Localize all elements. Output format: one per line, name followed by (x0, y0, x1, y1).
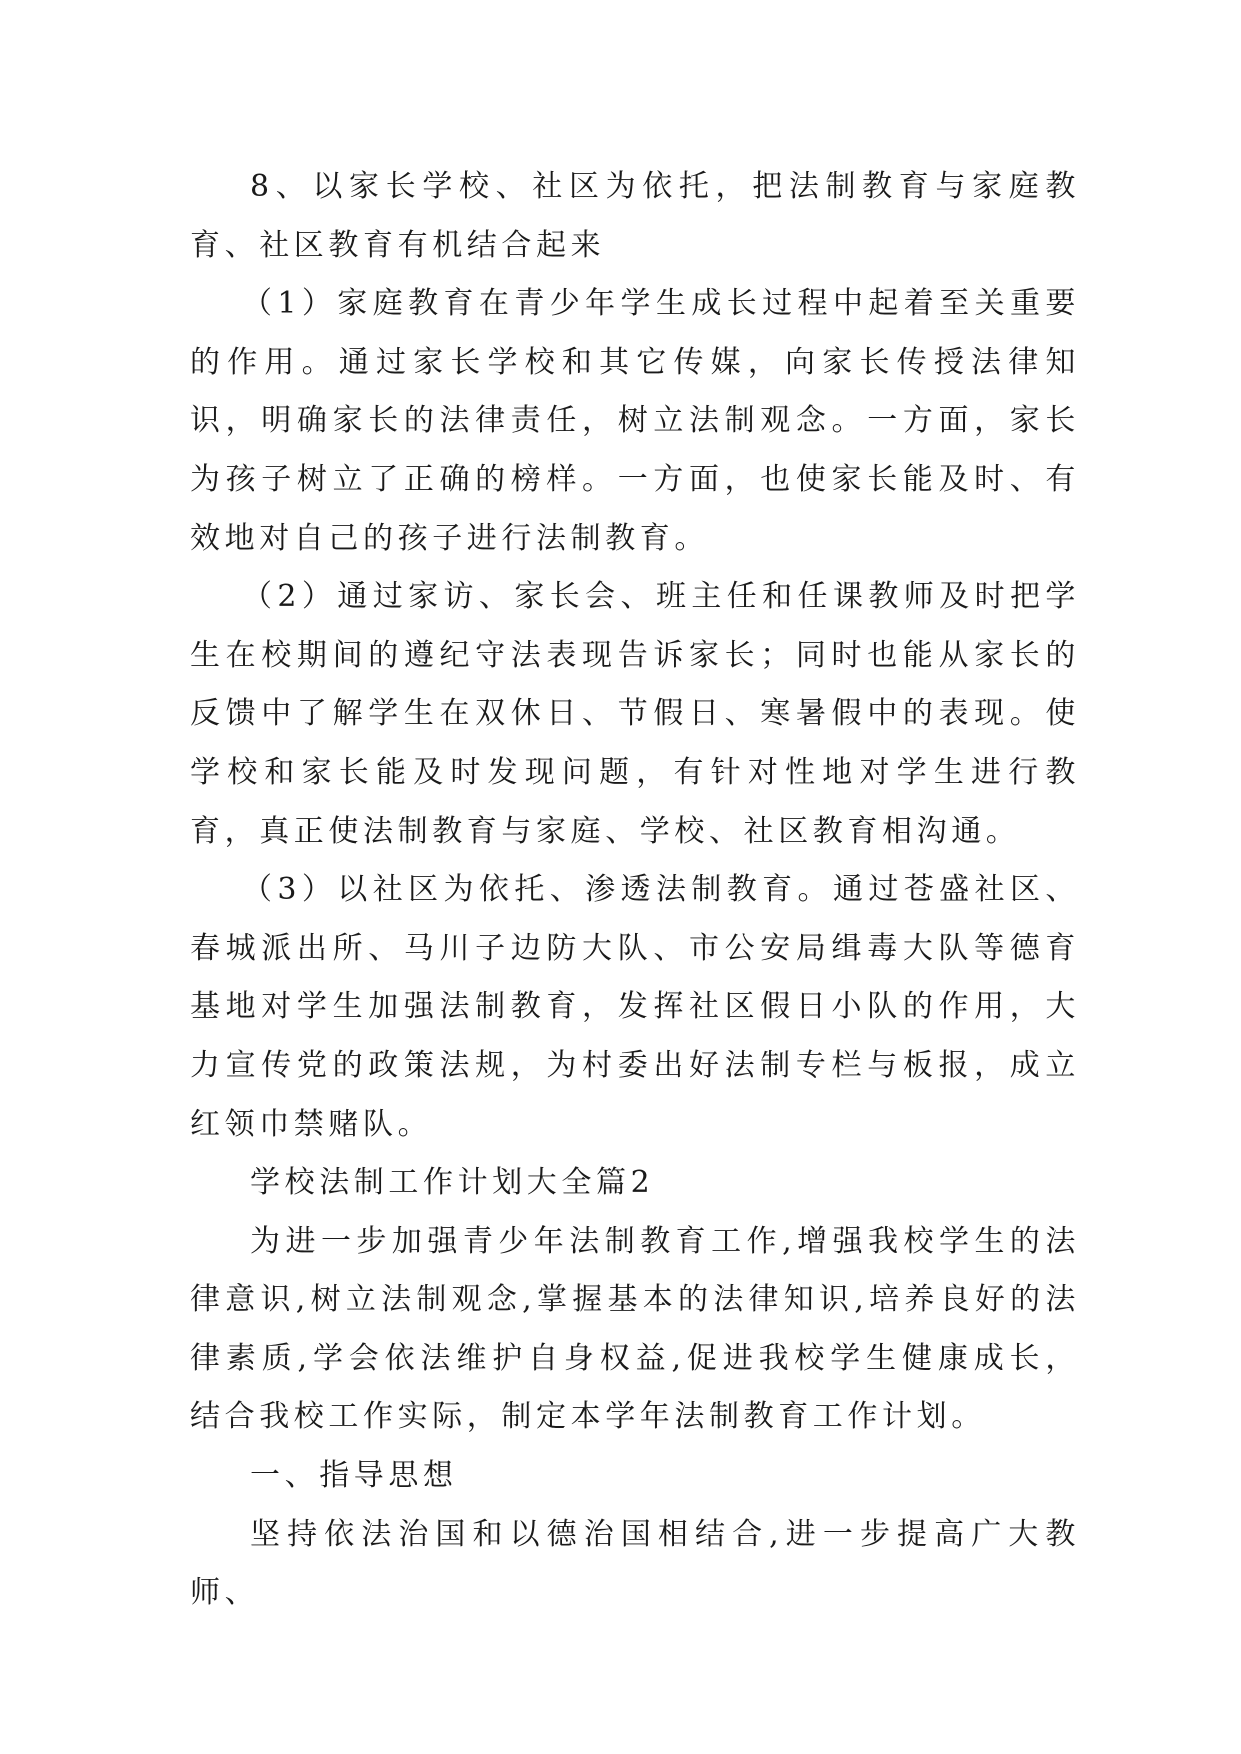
paragraph-guiding-ideology: 坚持依法治国和以德治国相结合,进一步提高广大教师、 (190, 1516, 1080, 1611)
section-heading-guiding-ideology: 一、指导思想 (250, 1458, 458, 1494)
document-body (190, 158, 1080, 1623)
paragraph-community: （3）以社区为依托、渗透法制教育。通过苍盛社区、春城派出所、马川子边防大队、市公安局缉毒大队等德育基地对学生加强法制教育，发挥社区假日小队的作用，大力宣传党的政策法规，为村委出好法制专栏与板报，成立红领巾禁赌队。 (190, 872, 1080, 1142)
paragraph-family-education: （1）家庭教育在青少年学生成长过程中起着至关重要的作用。通过家长学校和其它传媒，向家长传授法律知识，明确家长的法律责任，树立法制观念。一方面，家长为孩子树立了正确的榜样。一方面，也使家长能及时、有效地对自己的孩子进行法制教育。 (190, 286, 1080, 556)
paragraph-intro: 为进一步加强青少年法制教育工作,增强我校学生的法律意识,树立法制观念,掌握基本的法律知识,培养良好的法律素质,学会依法维护自身权益,促进我校学生健康成长，结合我校工作实际，制定本学年法制教育工作计划。 (190, 1223, 1080, 1435)
paragraph-home-visits: （2）通过家访、家长会、班主任和任课教师及时把学生在校期间的遵纪守法表现告诉家长；同时也能从家长的反馈中了解学生在双休日、节假日、寒暑假中的表现。使学校和家长能及时发现问题，有针对性地对学生进行教育，真正使法制教育与家庭、学校、社区教育相沟通。 (190, 579, 1080, 849)
plan-title: 学校法制工作计划大全篇2 (250, 1165, 655, 1201)
section-heading-8: 8、以家长学校、社区为依托，把法制教育与家庭教育、社区教育有机结合起来 (190, 169, 1080, 263)
